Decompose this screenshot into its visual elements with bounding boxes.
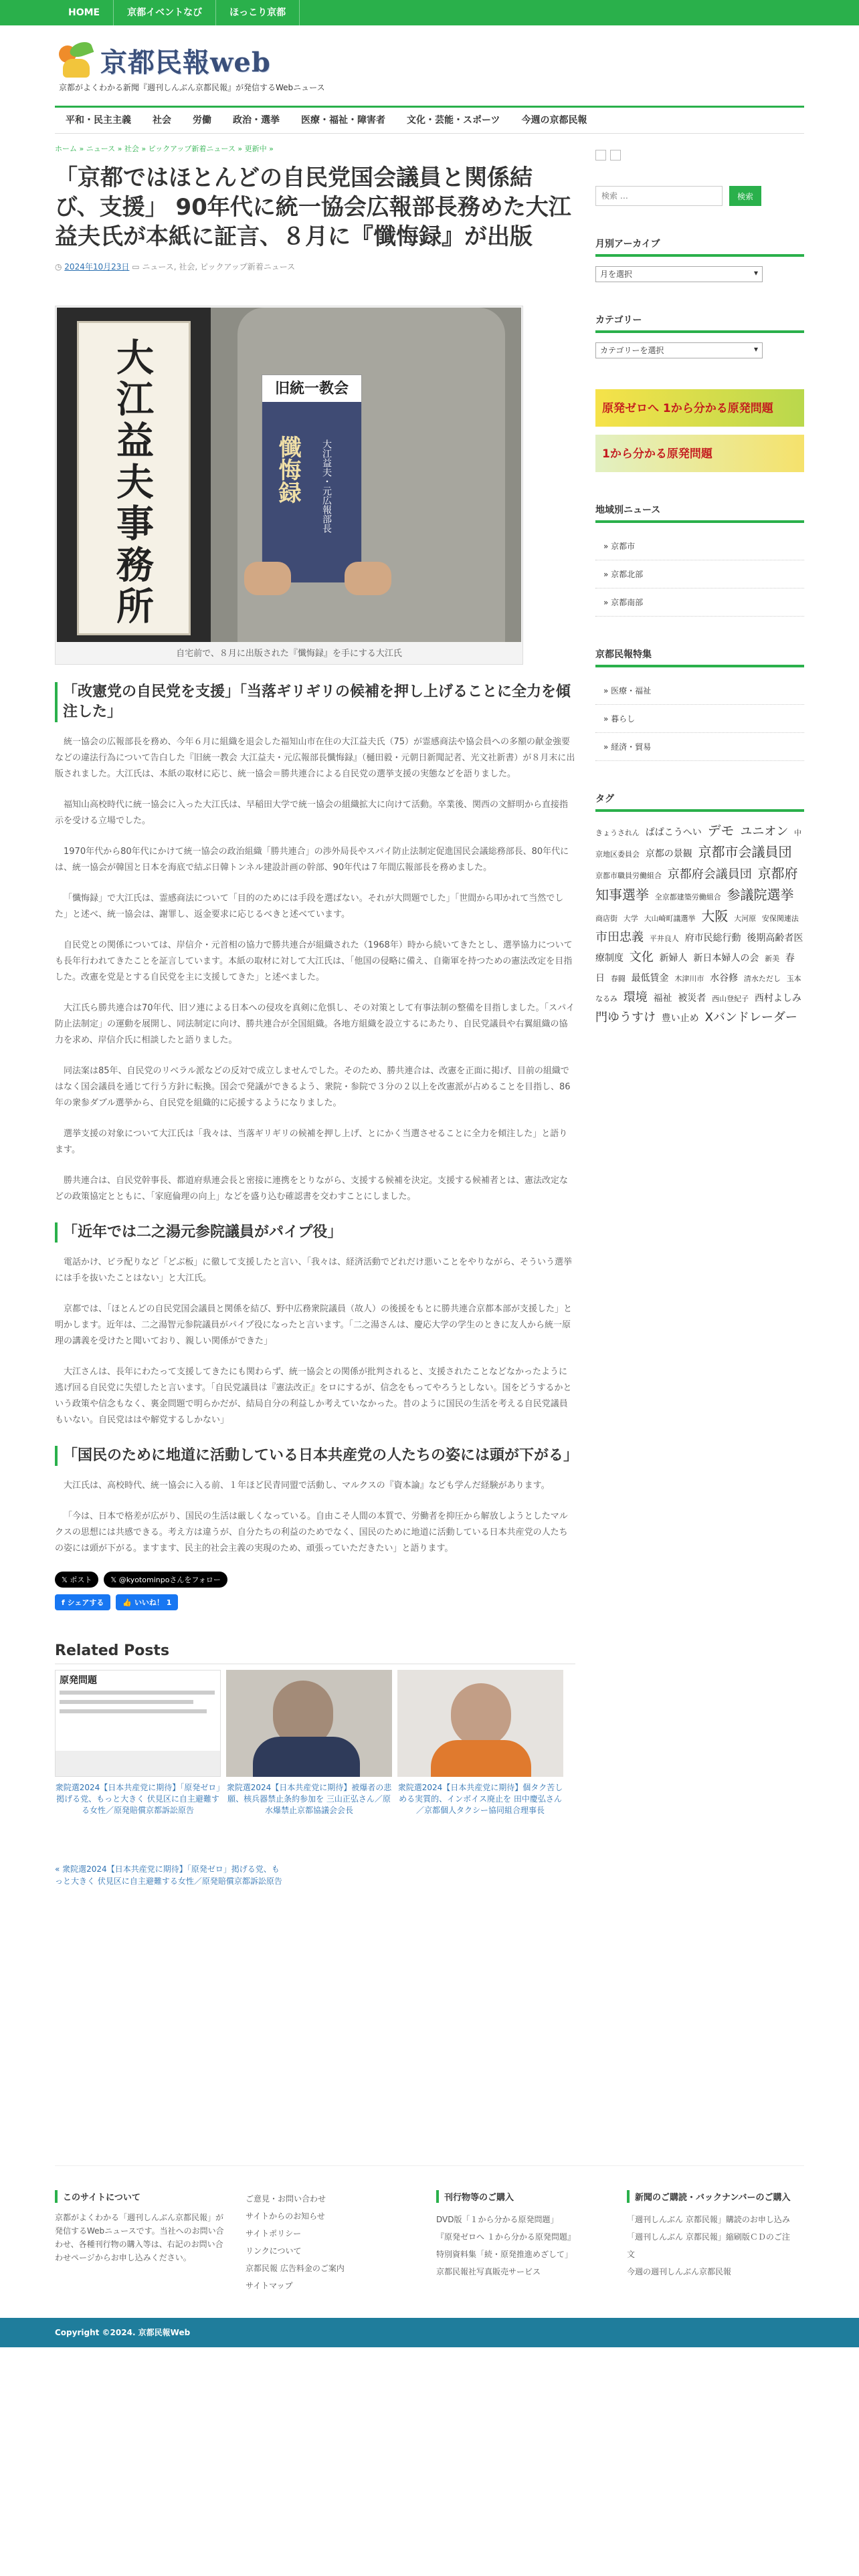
- related-thumbnail[interactable]: 原発問題: [55, 1670, 221, 1777]
- tag-link[interactable]: 最低賃金: [631, 973, 669, 984]
- breadcrumb[interactable]: ホーム » ニュース » 社会 » ピックアップ新着ニュース » 更新中 »: [55, 144, 274, 153]
- tag-link[interactable]: ユニオン: [740, 825, 789, 839]
- footer-links: [246, 2190, 416, 2294]
- tag-link[interactable]: 木津川市: [674, 974, 704, 983]
- related-post-card[interactable]: [397, 1670, 563, 1816]
- section-1-body: [55, 734, 575, 1205]
- footer-link[interactable]: サイトマップ: [246, 2281, 293, 2290]
- tag-link[interactable]: 西村よしみ: [754, 993, 801, 1004]
- tag-link[interactable]: 大阪: [701, 908, 729, 924]
- tag-link[interactable]: 参議院選挙: [727, 887, 794, 903]
- top-nav: [55, 0, 804, 25]
- related-post-title[interactable]: 衆院選2024【日本共産党に期待】「原発ゼロ」掲げる党、もっと大きく 伏見区に自主避難する女性／原発賠償京都訴訟原告: [55, 1783, 221, 1815]
- tag-link[interactable]: 大山崎町議選挙: [644, 914, 696, 923]
- paragraph: 京都では、「ほとんどの自民党国会議員と関係を結び、野中広務衆院議員（故人）の後援をもとに勝共連合京都本部が支援した」と明かします。近年は、二之湯智元参院議員がパイプ役になったと言います。「二之湯さんは、慶応大学の学生のときに友人から統一原理の講義を受けたと聞いており、親しい関係ができた」: [55, 1304, 572, 1346]
- mascot-logo-icon: [55, 40, 95, 80]
- paragraph: 福知山高校時代に統一協会に入った大江氏は、早稲田大学で統一協会の組織拡大に向けて活動。卒業後、関西の文鮮明から直接指示を受ける立場でした。: [55, 800, 569, 826]
- section-heading-2: 「近年では二之湯元参院議員がパイプ役」: [55, 1222, 575, 1243]
- tag-heading: タグ: [595, 792, 804, 812]
- section-3-body: [55, 1478, 575, 1557]
- search-form: [595, 186, 804, 206]
- photo-caption: 自宅前で、８月に出版された『懺悔録』を手にする大江氏: [176, 649, 402, 659]
- related-post-card[interactable]: [55, 1670, 221, 1816]
- chevron-down-icon: ▾: [753, 268, 758, 278]
- tag-link[interactable]: 京都の景観: [645, 849, 692, 859]
- related-post-title[interactable]: 衆院選2024【日本共産党に期待】被爆者の悲願、核兵器禁止条約参加を 三山正弘さん／原水爆禁止京都協議会会長: [226, 1783, 392, 1815]
- footer: [55, 2165, 804, 2294]
- related-thumbnail[interactable]: [226, 1670, 392, 1777]
- tag-link[interactable]: 府市民総行動: [684, 933, 741, 944]
- tag-link[interactable]: ぱぱこうへい: [645, 827, 702, 838]
- tag-link[interactable]: 京都府会議員団: [667, 867, 752, 881]
- nav-culture[interactable]: 文化・芸能・スポーツ: [407, 115, 500, 126]
- tag-link[interactable]: 被災者: [678, 993, 706, 1004]
- section-heading-3: 「国民のために地道に活動している日本共産党の人たちの姿には頭が下がる」: [55, 1446, 575, 1466]
- tag-link[interactable]: 京都市職員労働組合: [595, 871, 662, 880]
- tag-link[interactable]: きょうされん: [595, 829, 640, 837]
- list-item[interactable]: » 暮らし: [595, 705, 804, 733]
- related-thumbnail[interactable]: [397, 1670, 563, 1777]
- article-photo: [57, 308, 521, 642]
- nav-medical[interactable]: 医療・福祉・障害者: [301, 115, 385, 126]
- tag-link[interactable]: 市田忠義: [595, 930, 644, 944]
- tag-link[interactable]: 新日本婦人の会: [693, 953, 759, 964]
- footer-publications: 刊行物等のご購入 DVD版「１から分かる原発問題」 『原発ゼロへ １から分かる原発問題』 特別資料集「続・原発推進めざして」 京都民報社写真販売サービス: [436, 2190, 607, 2294]
- list-item[interactable]: » 京都市: [595, 532, 804, 560]
- paragraph: 選挙支援の対象について大江氏は「我々は、当落ギリギリの候補を押し上げ、とにかく当選させることに全力を傾注した」と語ります。: [55, 1129, 568, 1155]
- tag-link[interactable]: 水谷修: [710, 973, 739, 984]
- footer-link[interactable]: サイトポリシー: [246, 2229, 302, 2238]
- list-item[interactable]: » 経済・貿易: [595, 733, 804, 761]
- footer-link[interactable]: サイトからのお知らせ: [246, 2212, 325, 2221]
- broken-image-icon[interactable]: [595, 150, 606, 160]
- topnav-events[interactable]: 京都イベントなび: [114, 0, 216, 25]
- tag-cloud: [595, 821, 804, 1028]
- tag-link[interactable]: 大河原: [734, 914, 757, 923]
- tag-link[interactable]: 門ゆうすけ: [595, 1010, 656, 1025]
- related-post-title[interactable]: 衆院選2024【日本共産党に期待】個タク苦しめる実質的、インボイス廃止を 田中慶弘さん／京都個人タクシー協同組合理事長: [397, 1783, 563, 1815]
- special-heading: 京都民報特集: [595, 647, 804, 667]
- archive-heading: 月別アーカイブ: [595, 237, 804, 257]
- footer-link[interactable]: リンクについて: [246, 2246, 302, 2256]
- related-post-card[interactable]: [226, 1670, 392, 1816]
- paragraph: 大江氏ら勝共連合は70年代、旧ソ連による日本への侵攻を真剣に危惧し、その対策として有事法制の整備を目指しました。「スパイ防止法制定」の運動を展開し、同法制定に向け、勝共連合が全国組織。各地方組織を設立するにあたり、自民党議員や右翼組織の協力を求め、岸信介氏に相談したと語りました。: [55, 1003, 575, 1045]
- footer-link[interactable]: 「週刊しんぶん 京都民報」購読のお申し込み: [627, 2215, 790, 2224]
- tag-link[interactable]: 豊い止め: [661, 1013, 699, 1024]
- tag-link[interactable]: 中京地区委員会: [595, 829, 802, 859]
- paragraph: 勝共連合は、自民党幹事長、都道府県連会長と密接に連携をとりながら、支援する候補を決定。支援する候補者とは、憲法改定などの政策協定とともに、「家庭倫理の向上」などを盛り込む確認書を交わすことにしました。: [55, 1176, 569, 1202]
- tag-link[interactable]: 京都府知事選挙: [595, 865, 798, 903]
- paragraph: 同法案は85年、自民党のリベラル派などの反対で成立しませんでした。そのため、勝共連合は、改憲を正面に掲げ、目前の組織ではなく国会議員を通じて行う方針に転換。国会で発議ができるよう、衆院・参院で３分の２以上を改憲派が占めることを目指し、86年の衆参ダブル選挙から、自民党を組織的に応援するようになりました。: [55, 1066, 571, 1108]
- paragraph: 「今は、日本で格差が広がり、国民の生活は厳しくなっている。自由こそ人間の本質で、労働者を抑圧から解放しようとしたマルクスの思想には共感できる。考え方は違うが、自分たちの利益のためでなく、国民のために地道に活動している日本共産党の人たちの姿には頭が下がる。ますます、民主的社会主義の実現のため、頑張っていただきたい」と語ります。: [55, 1511, 568, 1553]
- tag-link[interactable]: 福祉: [653, 993, 672, 1004]
- main-nav: [55, 106, 804, 134]
- related-posts-heading: Related Posts: [55, 1642, 575, 1665]
- site-title: 京都民報web: [100, 46, 271, 78]
- tag-link[interactable]: 商店街: [595, 914, 617, 923]
- tag-link[interactable]: 環境: [623, 990, 648, 1004]
- chevron-down-icon: ▾: [753, 344, 758, 354]
- topnav-home[interactable]: HOME: [55, 0, 114, 25]
- sidebar-image-links: [595, 150, 804, 160]
- site-logo[interactable]: [55, 40, 271, 80]
- nav-peace[interactable]: 平和・民主主義: [66, 115, 131, 126]
- facebook-share-button[interactable]: f シェアする: [55, 1594, 110, 1610]
- nav-labor[interactable]: 労働: [193, 115, 211, 126]
- footer-link[interactable]: 京都民報 広告料金のご案内: [246, 2264, 345, 2273]
- paragraph: 大江氏は、高校時代、統一協会に入る前、１年ほど民青同盟で活動し、マルクスの『資本論』なども学んだ経験があります。: [64, 1481, 550, 1491]
- list-item[interactable]: » 京都南部: [595, 588, 804, 617]
- search-input[interactable]: [595, 186, 723, 206]
- previous-post-link[interactable]: « 衆院選2024【日本共産党に期待】「原発ゼロ」掲げる党、もっと大きく 伏見区に自主避難する女性／原発賠償京都訴訟原告: [55, 1864, 282, 1886]
- copyright-bar: [0, 2318, 859, 2347]
- paragraph: 大江さんは、長年にわたって支援してきたにも関わらず、統一協会との関係が批判されると、支援されたことなどなかったように逃げ回る自民党に失望したと言います。「自民党議員は『憲法改正』をロにするが、信念をもってやろうとしない。国をどうするかという政策や信念もなく、裏金問題で明らかだが、結局自分の利益しか考えていなかった。昔のように国民の生活を考える自民党議員もいない。自民党ははや解党するしかない」: [55, 1367, 572, 1425]
- tag-link[interactable]: 安保関連法: [761, 914, 799, 923]
- tag-link[interactable]: 玉本なるみ: [595, 974, 801, 1003]
- clock-icon: ◷: [55, 262, 65, 272]
- footer-link[interactable]: 特別資料集「続・原発推進めざして」: [436, 2250, 573, 2259]
- tag-link[interactable]: Xバンドレーダー: [704, 1010, 797, 1025]
- tag-link[interactable]: 文化: [629, 950, 654, 964]
- topnav-hokkori[interactable]: ほっこり京都: [216, 0, 300, 25]
- x-post-button[interactable]: 𝕏 ポスト: [55, 1572, 98, 1588]
- footer-link[interactable]: 京都民報社写真販売サービス: [436, 2267, 541, 2276]
- office-sign: 大江益夫事務所: [77, 321, 191, 635]
- footer-link[interactable]: 「週刊しんぶん 京都民報」縮刷版ＣＤのご注文: [627, 2232, 790, 2259]
- tag-link[interactable]: 京都市会議員団: [698, 844, 792, 860]
- paragraph: 1970年代から80年代にかけて統一協会の政治組織「勝共連合」の渉外局長やスパイ防止法制定促進国民会議総務部長、80年代には、統一協会が韓国と日本を海底で結ぶ日韓トンネル建設計画の幹部、90年代は７年間広報部長を務めました。: [55, 847, 569, 873]
- footer-link[interactable]: ご意見・お問い合わせ: [246, 2194, 326, 2204]
- nuclear-banner-1[interactable]: 原発ゼロへ 1から分かる原発問題: [595, 389, 804, 427]
- book-cover: 旧統一教会 懺悔録 大江益夫・元広報部長: [262, 374, 362, 582]
- article-title: 「京都ではほとんどの自民党国会議員と関係結び、支援」 90年代に統一協会広報部長務めた大江益夫氏が本紙に証言、８月に『懺悔録』が出版: [55, 165, 571, 250]
- footer-link[interactable]: 今週の週刊しんぶん京都民報: [627, 2267, 732, 2276]
- paragraph: 「懺悔録」で大江氏は、霊感商法について「目的のためには手段を選ばない。それが大問題でした」「世間から叩かれて当然でした」と述べ、統一協会は、謝罪し、返金要求に応じるべきと述べています。: [55, 893, 564, 920]
- special-list: [595, 677, 804, 761]
- article-figure: [55, 306, 523, 665]
- facebook-share-row: [55, 1594, 575, 1610]
- nav-this-week[interactable]: 今週の京都民報: [521, 115, 587, 126]
- local-news-list: [595, 532, 804, 617]
- nav-politics[interactable]: 政治・選挙: [233, 115, 280, 126]
- folder-icon: ▭: [132, 262, 142, 272]
- search-button[interactable]: 検索: [729, 186, 761, 206]
- article-column: [55, 143, 579, 1887]
- tag-link[interactable]: 大学: [623, 914, 638, 923]
- footer-subscription: 新聞のご購読・バックナンバーのご購入 「週刊しんぶん 京都民報」購読のお申し込み 「週刊しんぶん 京都民報」縮刷版ＣＤのご注文 今週の週刊しんぶん京都民報: [627, 2190, 797, 2294]
- tag-link[interactable]: 全京都建築労働組合: [654, 893, 721, 901]
- footer-link[interactable]: 『原発ゼロへ １から分かる原発問題』: [436, 2232, 575, 2242]
- related-posts: [55, 1670, 575, 1816]
- paragraph: 自民党との関係については、岸信介・元首相の協力で勝共連合が組織された（1968年）時から続いてきたとし、選挙協力についても長年行われてきたことを証言しています。本紙の取材に対して大江氏は、「他国の侵略に備え、自衛軍を持つための憲法改定を目指した。改憲を党是とする自民党を主に支援してきた」と述べました。: [55, 940, 573, 982]
- footer-link[interactable]: DVD版「１から分かる原発問題」: [436, 2215, 559, 2224]
- site-header: [55, 25, 804, 126]
- tag-link[interactable]: 清水ただし: [743, 974, 781, 983]
- broken-image-icon[interactable]: [610, 150, 621, 160]
- local-news-heading: 地域別ニュース: [595, 503, 804, 523]
- nav-society[interactable]: 社会: [153, 115, 171, 126]
- article-date[interactable]: 2024年10月23日: [64, 262, 130, 272]
- copyright-text: Copyright ©2024. 京都民報Web: [55, 2328, 191, 2337]
- nuclear-banner-2[interactable]: 1から分かる原発問題: [595, 435, 804, 472]
- tag-link[interactable]: 新美: [765, 954, 780, 963]
- paragraph: 統一協会の広報部長を務め、今年６月に組織を退会した福知山市在住の大江益夫氏（75）が霊感商法や協会員への多額の献金強要などの違法行為について告白した『旧統一教会 大江益夫・元広報部長懺悔録』（樋田毅・元朝日新聞記者、光文社新書）が８月末に出版されました。大江氏は、本紙の取材に応じ、統一協会＝勝共連合による自民党の選挙支援の実態などを語りました。: [55, 737, 575, 779]
- article-categories[interactable]: ニュース, 社会, ピックアップ新着ニュース: [142, 262, 296, 272]
- tag-link[interactable]: 新婦人: [659, 953, 688, 964]
- category-heading: カテゴリー: [595, 313, 804, 333]
- tag-link[interactable]: 春闘: [610, 974, 626, 983]
- paragraph: 電話かけ、ビラ配りなど「どぶ板」に徹して支援したと言い、「我々は、経済活動でどれだけ悪いことをやりながら、そういう選挙には手を抜いたことはない」と大江氏。: [55, 1257, 572, 1283]
- footer-about: このサイトについて 京都がよくわかる「週刊しんぶん京都民報」が発信するWebニュースです。当社へのお問い合わせ、各種刊行物の購入等は、右記のお問い合わせページからお申し込みください。: [55, 2190, 225, 2294]
- tag-link[interactable]: 春日: [595, 953, 795, 984]
- archive-select[interactable]: 月を選択 ▾: [595, 266, 763, 282]
- section-heading-1: 「改憲党の自民党を支援」「当落ギリギリの候補を押し上げることに全力を傾注した」: [55, 682, 575, 722]
- sidebar: [595, 143, 804, 1887]
- top-bar: [0, 0, 859, 25]
- tag-link[interactable]: 後期高齢者医療制度: [595, 933, 803, 964]
- x-share-row: [55, 1572, 575, 1588]
- facebook-like-button[interactable]: 👍 いいね！ 1: [116, 1594, 178, 1610]
- x-follow-button[interactable]: 𝕏 @kyotominpoさんをフォロー: [104, 1572, 227, 1588]
- tag-link[interactable]: 西山登紀子: [712, 994, 749, 1003]
- site-tagline: 京都がよくわかる新聞『週刊しんぶん京都民報』が発信するWebニュース: [59, 83, 325, 92]
- section-2-body: [55, 1255, 575, 1428]
- tag-link[interactable]: 平井良人: [649, 934, 679, 943]
- tag-link[interactable]: デモ: [707, 823, 735, 839]
- list-item[interactable]: » 京都北部: [595, 560, 804, 588]
- list-item[interactable]: » 医療・福祉: [595, 677, 804, 705]
- article-meta: [55, 261, 575, 272]
- category-select[interactable]: カテゴリーを選択 ▾: [595, 342, 763, 358]
